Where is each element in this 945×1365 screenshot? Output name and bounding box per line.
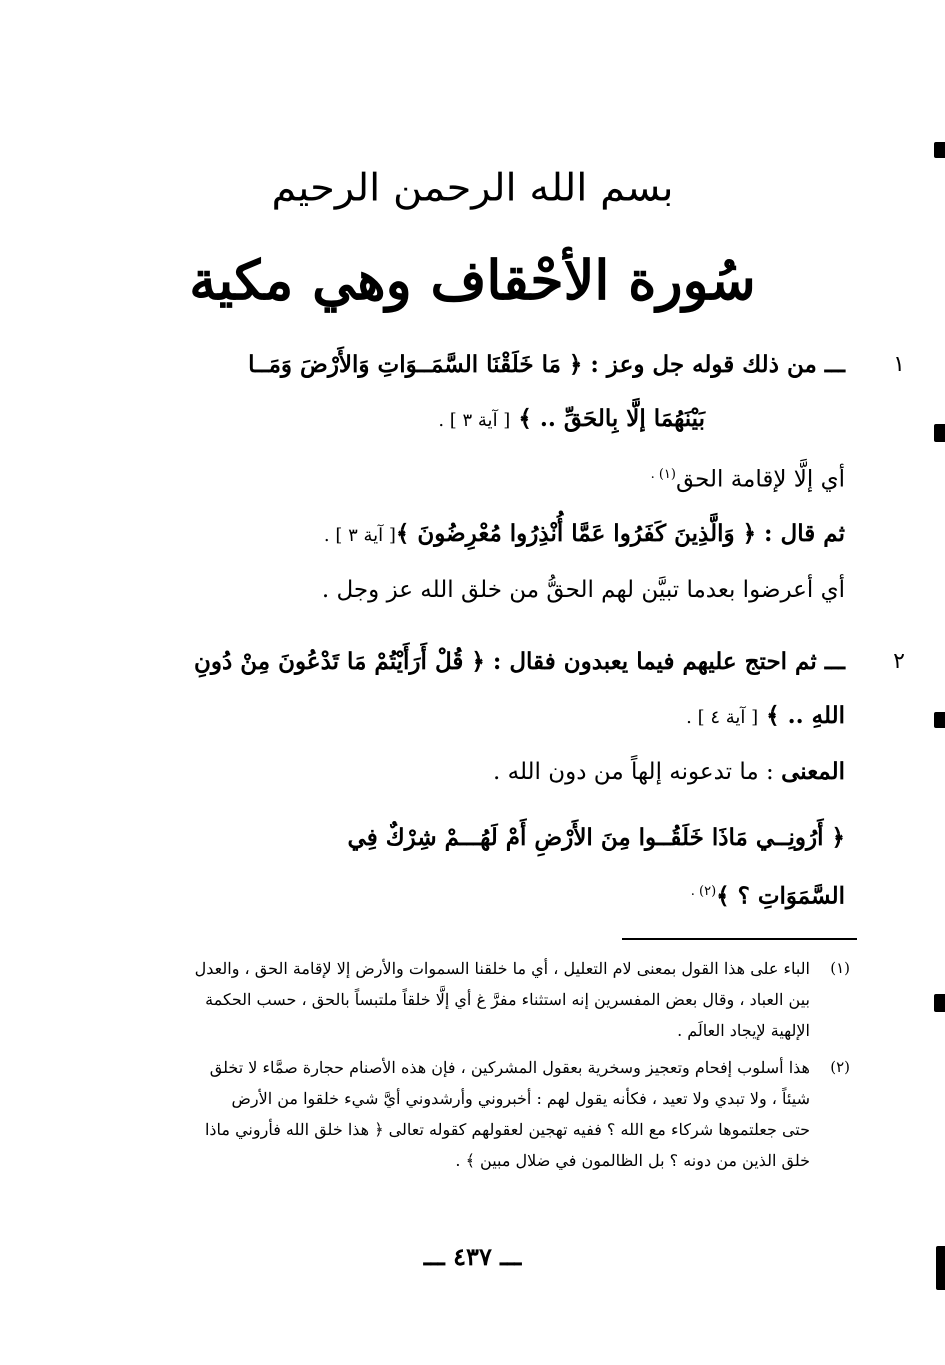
item-number: ١ <box>893 352 905 377</box>
footnote-line: خلق الذين من دونه ؟ بل الظالمون في ضلال مبين ﴾ . <box>455 1151 810 1170</box>
footnote <box>108 953 850 1046</box>
footnote-number: (١) <box>830 959 850 977</box>
text-line: ﴿ أَرُونِــي مَاذَا خَلَقُــوا مِنَ الأَرْضِ أَمْ لَهُـــمْ شِرْكٌ فِي <box>347 823 845 851</box>
edge-mark <box>934 994 945 1012</box>
page-number: ـــ ٤٣٧ ـــ <box>423 1242 522 1271</box>
verse-reference: [ آية ٣ ] . <box>323 524 396 546</box>
footnote-marker: (٢) . <box>690 883 717 899</box>
verse-reference: [ آية ٤ ] . <box>686 706 759 728</box>
edge-mark <box>934 712 945 728</box>
text-line: بَيْنَهُمَا إلَّا بِالحَقِّ .. ﴾ [ آية ٣ ] . <box>438 405 705 432</box>
text-line: اللهِ .. ﴾ [ آية ٤ ] . <box>686 701 845 729</box>
footnote-number: (٢) <box>830 1058 850 1076</box>
meaning-label: المعنى <box>781 757 845 785</box>
text-line: ـــ ثم احتج عليهم فيما يعبدون فقال : ﴿ قُلْ أَرَأَيْتُمْ مَا تَدْعُونَ مِنْ دُونِ <box>194 647 845 675</box>
text-line: المعنى : ما تدعونه إلهاً من دون الله . <box>492 757 845 785</box>
footnotes <box>108 953 850 1182</box>
item-number: ٢ <box>893 648 905 674</box>
edge-mark <box>934 142 945 158</box>
text-line: ـــ من ذلك قوله جل وعز : ﴿ مَا خَلَقْنَا السَّمَــوَاتِ وَالأَرْضَ وَمَــا <box>248 351 845 378</box>
footnote-divider <box>622 938 857 940</box>
main-text <box>100 338 905 923</box>
footnote-line: شيئاً ، ولا تبدي ولا تعيد ، فكأنه يقول لهم : أخبروني وأرشدوني أيَّ شيء خلقوا من الأرض <box>231 1089 810 1108</box>
footnote-line: هذا أسلوب إفحام وتعجيز وسخرية بعقول المشركين ، فإن هذه الأصنام حجارة صمَّاء لا تخلق <box>209 1058 810 1077</box>
edge-mark <box>934 424 945 442</box>
footnote-line: الإلهية لإيجاد العالَم . <box>677 1021 810 1040</box>
footnote-line: بين العباد ، وقال بعض المفسرين إنه استثناء مفرَّ غ أي إلَّا خلقاً ملتبساً بالحق ، حسب الحكمة <box>205 990 810 1009</box>
footnote-line: حتى جعلتموها شركاء مع الله ؟ ففيه تهجين لعقولهم كقوله تعالى ﴿ هذا خلق الله فأروني ماذا <box>204 1120 810 1139</box>
text-line: أي إلَّا لإقامة الحق$^{(١) .}$ <box>650 466 845 493</box>
list-item <box>100 338 905 617</box>
surah-title: سُورة الأحْقاف وهي مكية <box>189 248 756 312</box>
text-line: السَّمَوَاتِ ؟ ﴾$^{(٢) .}$ <box>690 882 845 910</box>
list-item <box>100 635 905 924</box>
text-line: ثم قال : ﴿ وَالَّذِينَ كَفَرُوا عَمَّا أُنْذِرُوا مُعْرِضُونَ ﴾[ آية ٣ ] . <box>323 519 845 547</box>
verse-reference: [ آية ٣ ] . <box>438 410 511 431</box>
footnote-line: الباء على هذا القول بمعنى لام التعليل ، أي ما خلقنا السموات والأرض إلا لإقامة الحق ، والعدل <box>194 959 810 978</box>
footnote-marker: (١) . <box>650 467 676 482</box>
text-line: أي أعرضوا بعدما تبيَّن لهم الحقُّ من خلق الله عز وجل . <box>321 576 845 603</box>
footnote <box>108 1052 850 1176</box>
basmala-calligraphy: بسم الله الرحمن الرحيم <box>271 166 674 210</box>
